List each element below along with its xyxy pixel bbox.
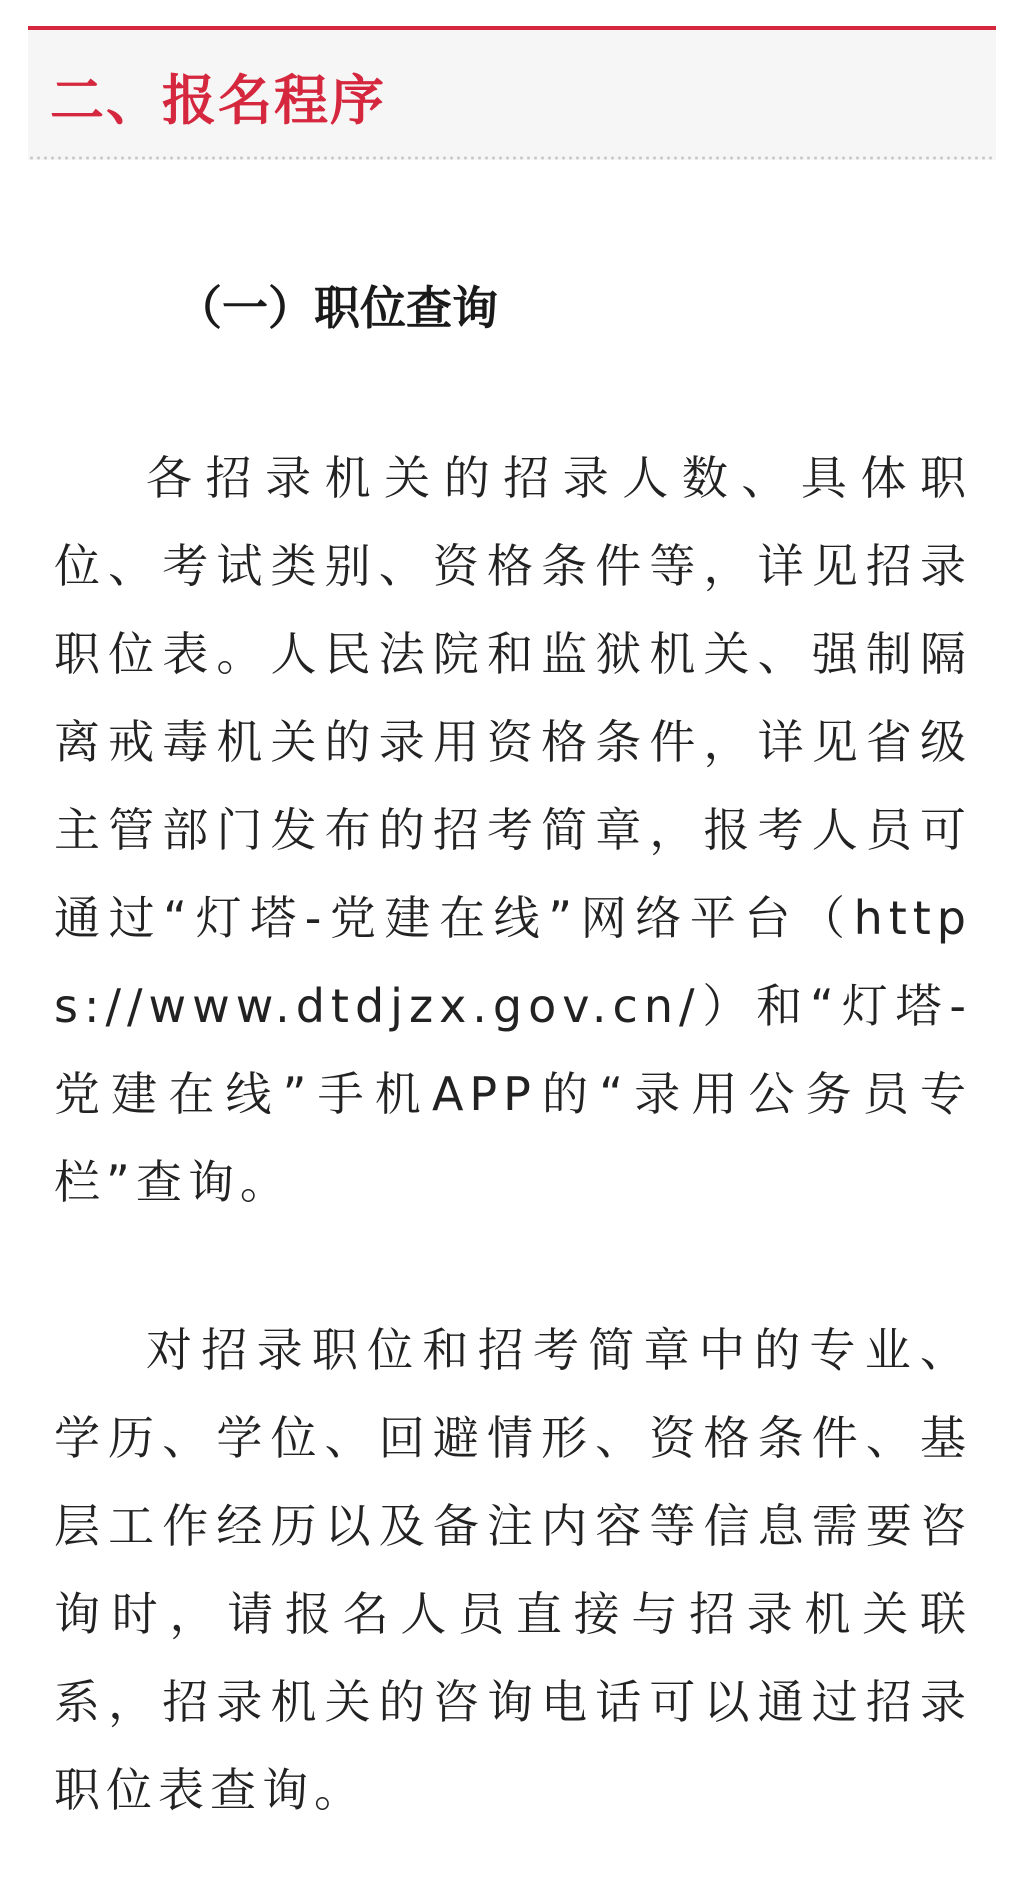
paragraph-position-query: 各招录机关的招录人数、具体职位、考试类别、资格条件等，详见招录职位表。人民法院和监狱机关、强制隔离戒毒机关的录用资格条件，详见省级主管部门发布的招考简章，报考人员可通过“灯塔-党建在线”网络平台（https://www.dtdjzx.gov.cn/）和“灯塔-党建在线”手机APP的“录用公务员专栏”查询。	[54, 451, 972, 1209]
section-header	[28, 26, 996, 160]
paragraph-consultation: 对招录职位和招考简章中的专业、学历、学位、回避情形、资格条件、基层工作经历以及备注内容等信息需要咨询时，请报名人员直接与招录机关联系，招录机关的咨询电话可以通过招录职位表查询。	[54, 1323, 972, 1817]
section-title: 二、报名程序	[50, 69, 386, 132]
subsection-heading: （一）职位查询	[176, 281, 498, 335]
